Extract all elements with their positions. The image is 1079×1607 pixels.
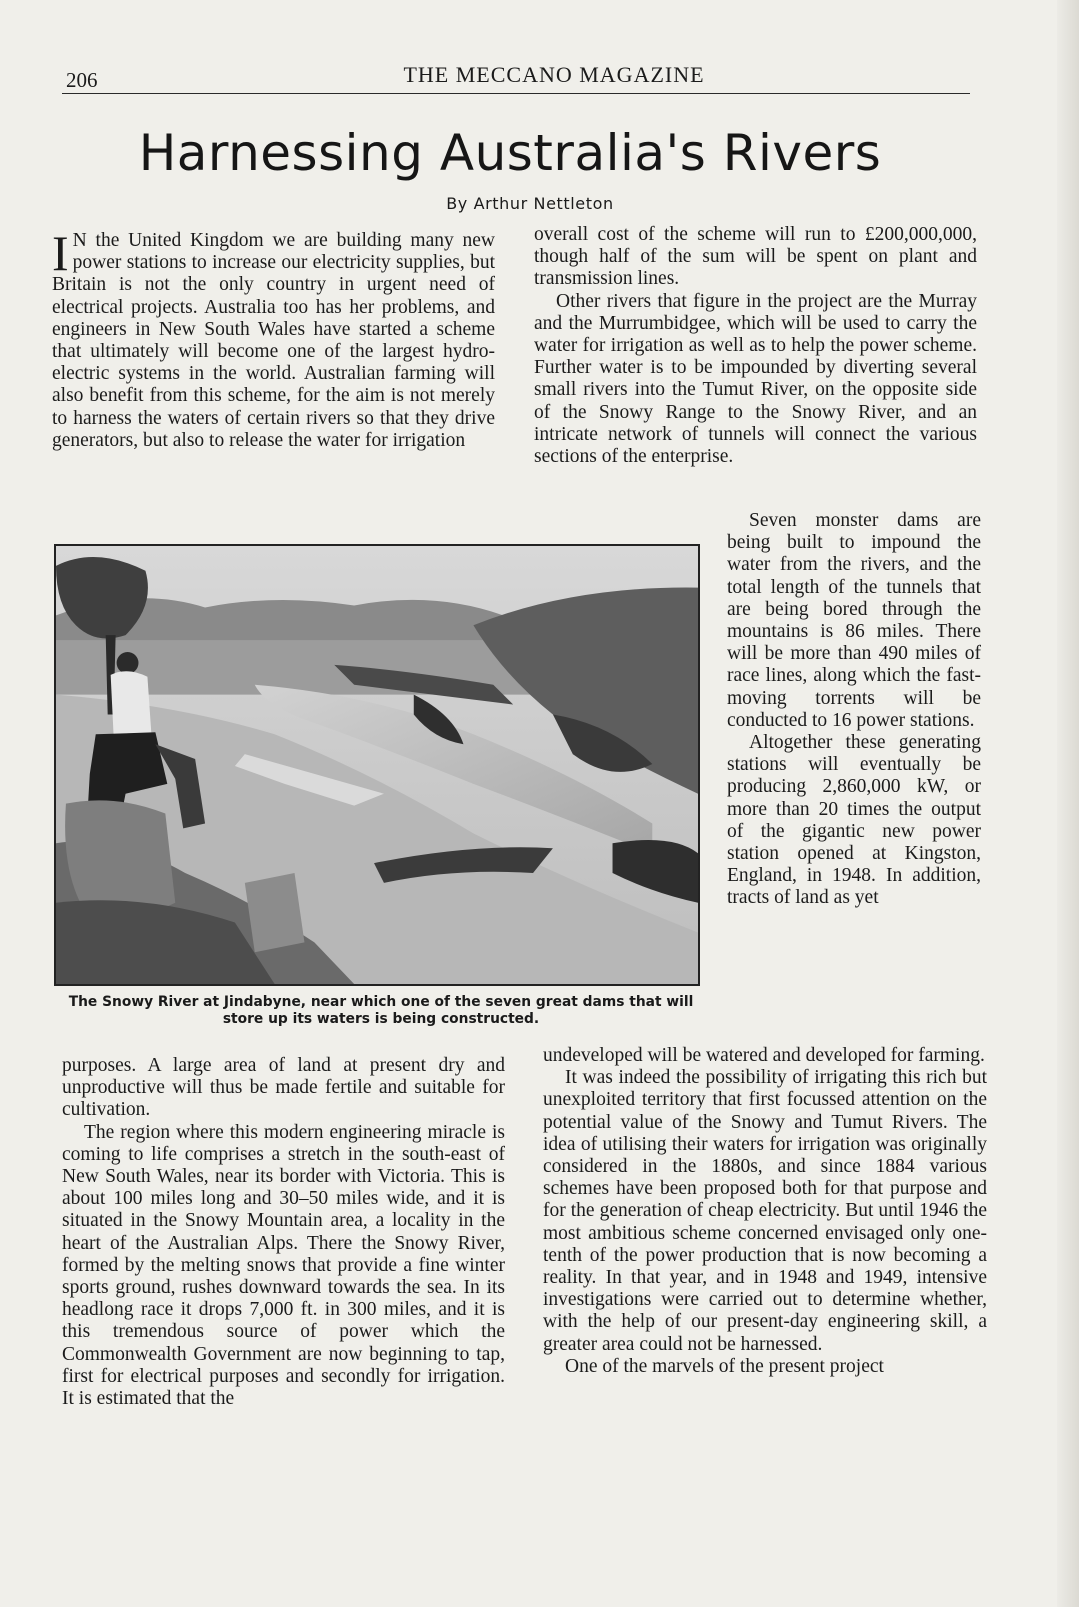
paragraph-marvels: One of the marvels of the present project <box>565 1355 884 1377</box>
drop-cap: I <box>52 225 69 281</box>
paragraph-irrigation-purposes: purposes. A large area of land at present dry and unproductive will thus be made fertile and suitable for cultivation. <box>62 1055 505 1121</box>
paragraph-intro-text: N the United Kingdom we are building many new power stations to increase our electricity supplies, but Britain is not the only country in urgent need of electrical projects. Australia too has her problems, and engineers in New South Wales have started a scheme that ultimately will become one of the largest hydro-electric systems in the world. Australian farming will also benefit from this scheme, for the aim is not merely to harness the waters of certain rivers so that they drive generators, but also to release the water for irrigation <box>52 230 495 451</box>
byline: By Arthur Nettleton <box>446 194 614 213</box>
paragraph-output: Altogether these generating stations will eventually be producing 2,860,000 kW, or more than 20 times the output of the gigantic new power station opened at Kingston, England, in 1948. In addition, tracts of land as yet <box>727 732 981 909</box>
column-bottom-left <box>62 1055 505 1410</box>
column-side <box>727 510 981 910</box>
page-number: 206 <box>66 68 98 92</box>
header-rule <box>62 93 970 94</box>
paragraph-other-rivers: Other rivers that figure in the project are the Murray and the Murrumbidgee, which will be used to carry the water for irrigation as well as to help the power scheme. Further water is to be impounded by diverting several small rivers into the Tumut River, on the opposite side of the Snowy Range to the Snowy River, and an intricate network of tunnels will connect the various sections of the enterprise. <box>534 290 977 468</box>
paragraph-intro <box>52 225 495 452</box>
river-photo <box>54 544 700 986</box>
column-bottom-right <box>543 1045 987 1378</box>
column-top-left <box>52 225 495 452</box>
paragraph-region: The region where this modern engineering miracle is coming to life comprises a stretch in the south-east of New South Wales, near its border with Victoria. This is about 100 miles long and 30–50 miles wide, and it is situated in the Snowy Mountain area, a locality in the heart of the Australian Alps. There the Snowy River, formed by the melting snows that provide a fine winter sports ground, rushes downward towards the sea. In its headlong race it drops 7,000 ft. in 300 miles, and it is this tremendous source of power which the Commonwealth Government are now beginning to tap, first for electrical purposes and secondly for irrigation. It is estimated that the <box>62 1121 505 1410</box>
page-header <box>62 60 974 96</box>
photo-caption: The Snowy River at Jindabyne, near which one of the seven great dams that will store up its waters is being constructed. <box>68 994 694 1027</box>
column-top-right <box>534 224 977 468</box>
river-photo-image <box>56 546 698 984</box>
page-edge <box>1057 0 1079 1607</box>
paragraph-dams: Seven monster dams are being built to impound the water from the rivers, and the total length of the tunnels that are being bored through the mountains is 86 miles. There will be more than 490 miles of race lines, along which the fast-moving torrents will be conducted to 16 power stations. <box>727 510 981 731</box>
paragraph-history: It was indeed the possibility of irrigating this rich but unexploited territory that first focussed attention on the potential value of the Snowy and Tumut Rivers. The idea of utilising their waters for irrigation was originally considered in the 1880s, and since 1884 various schemes have been proposed both for that purpose and for the generation of cheap electricity. But until 1946 the most ambitious scheme concerned envisaged only one-tenth of the power production that is now becoming a reality. In that year, and in 1948 and 1949, intensive investigations were carried out to determine whether, with the help of our present-day engineering skill, a greater area could not be harnessed. <box>543 1067 987 1355</box>
paragraph-cost: overall cost of the scheme will run to £200,000,000, though half of the sum will be spent on plant and transmission lines. <box>534 224 977 290</box>
article-title: Harnessing Australia's Rivers <box>138 124 882 182</box>
magazine-title: THE MECCANO MAGAZINE <box>403 62 705 87</box>
paragraph-farming: undeveloped will be watered and developed for farming. <box>543 1045 985 1066</box>
